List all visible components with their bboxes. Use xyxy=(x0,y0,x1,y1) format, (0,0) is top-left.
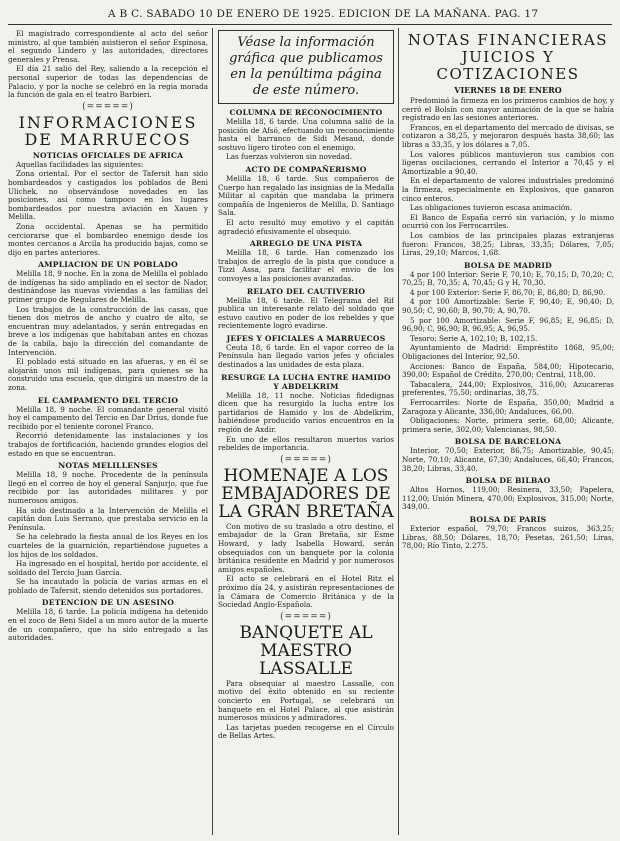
section-title-financieras: NOTAS FINANCIERAS JUICIOS Y COTIZACIONES xyxy=(407,31,609,83)
paragraph: Tesoro: Serie A, 102,10; B, 102,15. xyxy=(410,333,538,343)
section-title-marruecos: INFORMACIONES DE MARRUECOS xyxy=(18,112,198,149)
paragraph: Recorrió detenidamente las instalaciones y los trabajos de fortificación, haciendo grandes elogios del estado en que se encuentran. xyxy=(8,431,208,458)
subheading: NOTICIAS OFICIALES DE AFRICA xyxy=(32,150,184,160)
subheading: NOTAS MELILLENSES xyxy=(58,461,158,471)
paragraph: En el departamento de valores industriales predominó la firmeza, especialmente en Explosivos, que ganaron cinco enteros. xyxy=(402,176,614,203)
graphic-info-notice: Véase la información gráfica que publicamos en la penúltima página de este número. xyxy=(218,30,394,104)
paragraph: Los cambios de las principales plazas extranjeras fueron: Francos, 38,25; Libras, 33,35; Dólares, 7,05; Liras, 29,10; Marcos, 1,68. xyxy=(402,230,614,258)
subheading: JEFES Y OFICIALES A MARRUECOS xyxy=(226,333,386,343)
paragraph: 4 por 100 Exterior: Serie F, 86,70; E, 86,80; D, 86,90. xyxy=(410,287,606,297)
paragraph: En uno de ellos resultaron muertos varios rebeldes de importancia. xyxy=(218,434,394,453)
header-rule xyxy=(8,24,612,25)
column-left xyxy=(8,30,208,835)
section-title-banquete: BANQUETE AL MAESTRO LASSALLE xyxy=(239,622,373,679)
paragraph: 4 por 100 Interior: Serie F, 70,10; E, 70,15; D, 70,20; C, 70,25; B, 70,35; A, 70,45; G y H, 70,30. xyxy=(402,269,614,288)
paragraph: Melilla 18, 6 tarde. La policía indígena ha detenido en el zoco de Beni Sidel a un moro autor de la muerte de un compañero, que ha sido entregado a las autoridades. xyxy=(8,607,208,643)
paragraph: Melilla 18, 6 tarde. Sus compañeros de Cuerpo han regalado las insignias de la Medalla Militar al capitán que mandaba la primera compañía de Ingenieros de Melilla, D. Santiago Sala. xyxy=(218,173,394,218)
ornament-divider: (=====) xyxy=(280,611,332,622)
paragraph: Melilla 18, 9 noche. El comandante general visitó hoy el campamento del Tercio en Dar Drius, donde fue recibido por el teniente coronel Franco. xyxy=(8,404,208,431)
paragraph: Francos, en el departamento del mercado de divisas, se cotizaron a 38,25, y mejoraron después hasta 38,60; las libras a 33,35, y los dólares a 7,05. xyxy=(402,122,614,149)
date-heading: VIERNES 18 DE ENERO xyxy=(454,85,562,95)
paragraph: Melilla 18, 9 noche. En la zona de Melilla el poblado de indígenas ha sido ampliado en el sector de Nador, destinándose las nuevas viviendas a las familias del primer grupo de Regulares de Melilla. xyxy=(8,269,208,305)
paragraph: Se ha celebrado la fiesta anual de los Reyes en los cuarteles de la guarnición, repartiéndose juguetes a los hijos de los soldados. xyxy=(8,532,208,559)
column-separator-2 xyxy=(398,28,399,835)
paragraph: Melilla 18, 6 tarde. Una columna salió de la posición de Afsó, efectuando un reconocimiento hasta el barranco de Sidi Mesaud, donde sostuvo ligero tiroteo con el enemigo. xyxy=(218,117,394,152)
paragraph: Tabacalera, 244,00; Explosivos, 316,00; Azucareras preferentes, 75,50; ordinarias, 38,75. xyxy=(402,379,614,398)
column-right xyxy=(402,30,614,835)
subheading: ACTO DE COMPAÑERISMO xyxy=(245,164,367,174)
paragraph: Para obsequiar al maestro Lassalle, con motivo del éxito obtenido en su reciente concierto en Portugal, se celebrará un banquete en el Hotel Palace, al que asistirán numerosos músicos y admiradores. xyxy=(218,678,394,723)
paragraph: Melilla 18, 6 tarde. El Telegrama del Rif publica un interesante relato del soldado que estuvo cautivo en poder de los rebeldes y que recientemente logró evadirse. xyxy=(218,295,394,331)
paragraph: Zona oriental. Por el sector de Tafersit han sido bombardeados y castigados los poblados de Beni Ulichek, no observándose novedades en las posiciones, así como tampoco en los lugares bombardeados por nuestra aviación en Xauen y Melilla. xyxy=(8,169,208,222)
subheading: ARREGLO DE UNA PISTA xyxy=(249,239,363,249)
intro-paragraphs xyxy=(8,30,208,100)
paragraph: Las obligaciones tuvieron escasa animación. xyxy=(410,203,573,213)
subheading: BOLSA DE PARIS xyxy=(469,514,547,524)
subheading: RELATO DEL CAUTIVERIO xyxy=(246,286,366,296)
paragraph: Ha ingresado en el hospital, herido por accidente, el soldado del Tercio Juan García. xyxy=(8,559,208,577)
paragraph: Zona occidental. Apenas se ha permitido cerciorarse que el bombardeo enemigo desde los montes cercanos a Arcila ha producido bajas, como se dijo en partes anteriores. xyxy=(8,221,208,257)
paragraph: Melilla 18, 6 tarde. Han comenzado los trabajos de arreglo de la pista que conduce a Tizzi Assa, para facilitar el envío de los convoyes a las posiciones avanzadas. xyxy=(218,248,394,283)
subheading: BOLSA DE MADRID xyxy=(464,260,552,270)
paragraph: Predominó la firmeza en los primeros cambios de hoy, y cerró el Bolsín con mayor animación de la que se había registrado en las sesiones anteriores. xyxy=(402,96,614,123)
column-separator-1 xyxy=(212,28,213,835)
paragraph: El poblado está situado en las afueras, y en él se alojarán unos mil indígenas, para quienes se ha construido una escuela, que dirigirá un maestro de la zona. xyxy=(8,357,208,392)
section-title-homenaje: HOMENAJE A LOS EMBAJADORES DE LA GRAN BRETAÑA xyxy=(218,465,394,522)
paragraph: 5 por 100 Amortizable: Serie F, 96,85; E, 96,85; D, 96,90; C, 96,90; B, 96,95; A, 96,95. xyxy=(402,315,614,334)
paragraph: Ayuntamiento de Madrid: Empréstito 1868, 95,00; Obligaciones del Interior, 92,50. xyxy=(402,343,614,362)
paragraph: El Banco de España cerró sin variación, y lo mismo ocurrió con los Ferrocarriles. xyxy=(402,212,614,231)
page-header: A B C. SABADO 10 DE ENERO DE 1925. EDICION DE LA MAÑANA. PAG. 17 xyxy=(108,8,539,20)
paragraph: Interior, 70,50; Exterior, 86,75; Amortizable, 90,45; Norte, 70,10; Alicante, 67,30; Andaluces, 66,40; Francos, 38,20; Libras, 33,40. xyxy=(402,446,614,473)
paragraph: Los trabajos de la construcción de las casas, que tienen dos metros de ancho y cuatro de alto, se encuentran muy adelantados, y serán entregadas en breve a los indígenas que habitaban antes en chozas de la cabila, bajo la dirección del comandante de Intervención. xyxy=(8,304,208,357)
paragraph: Melilla 18, 11 noche. Noticias fidedignas dicen que ha resurgido la lucha entre los partidarios de Hamido y los de Abdelkrim, habiéndose producido varios encuentros en la región de Axdir. xyxy=(218,390,394,435)
subheading: EL CAMPAMENTO DEL TERCIO xyxy=(37,395,179,405)
paragraph: Ceuta 18, 6 tarde. En el vapor correo de la Península han llegado varios jefes y oficiales destinados a las unidades de esta plaza. xyxy=(218,342,394,370)
paragraph: Altos Hornos, 119,00; Resinera, 33,50; Papelera, 112,00; Unión Minera, 470,00; Explosivos, 315,00; Norte, 349,00. xyxy=(402,485,614,512)
paragraph: El acto resultó muy emotivo y el capitán agradeció efusivamente el obsequio. xyxy=(218,217,394,236)
paragraph: Las tarjetas pueden recogerse en el Círculo de Bellas Artes. xyxy=(218,722,394,741)
subheading: AMPLIACION DE UN POBLADO xyxy=(38,260,178,270)
paragraph: El acto se celebrará en el Hotel Ritz el próximo día 24, y asistirán representaciones de la Cámara de Comercio Británica y de la Sociedad Anglo-Española. xyxy=(218,574,394,610)
paragraph: Melilla 18, 9 noche. Procedente de la península llegó en el correo de hoy el general Sanjurjo, que fue recibido por las autoridades militares y por numerosos amigos. xyxy=(8,470,208,505)
paragraph: Exterior español, 79,70; Francos suizos, 363,25; Libras, 88,50; Dólares, 18,70; Pesetas, 261,50; Liras, 78,00; Río Tinto, 2.275. xyxy=(402,523,614,551)
paragraph: Aquellas facilidades las siguientes: xyxy=(16,159,144,169)
ornament-divider: (=====) xyxy=(82,101,134,112)
paragraph: 4 por 100 Amortizable: Serie F, 90,40; E, 90,40; D, 90,50; C, 90,60; B, 90,70; A, 90,70. xyxy=(402,297,614,316)
column-middle xyxy=(218,30,394,835)
paragraph: Con motivo de su traslado a otro destino, el embajador de la Gran Bretaña, sir Esme Howard, y lady Isabella Howard, serán obsequiados con un banquete por la colonia británica residente en Madrid y por numerosos amigos españoles. xyxy=(218,521,394,574)
paragraph: Se ha incautado la policía de varias armas en el poblado de Tafersit, siendo detenidos sus portadores. xyxy=(8,577,208,595)
paragraph: Obligaciones: Norte, primera serie, 68,00; Alicante, primera serie, 302,00; Valencianas, 98,50. xyxy=(402,416,614,434)
paragraph: Ferrocarriles: Norte de España, 350,00; Madrid a Zaragoza y Alicante, 336,00; Andaluces, 66,00. xyxy=(402,398,614,416)
subheading: BOLSA DE BILBAO xyxy=(465,476,551,486)
ornament-divider: (=====) xyxy=(280,454,332,465)
paragraph: Ha sido destinado a la Intervención de Melilla el capitán don Luis Serrano, que prestaba servicio en la Península. xyxy=(8,505,208,532)
subheading: BOLSA DE BARCELONA xyxy=(454,437,562,447)
subheading: DETENCION DE UN ASESINO xyxy=(41,598,175,608)
subheading: RESURGE LA LUCHA ENTRE HAMIDO Y ABDELKRIM xyxy=(221,372,391,391)
paragraph: El día 21 salió del Rey, saliendo a la recepción el personal superior de todas las dependencias de Palacio, y por la noche se celebró en la regia morada la función de gala en el teatro Barbieri. xyxy=(8,64,208,100)
subheading: COLUMNA DE RECONOCIMIENTO xyxy=(229,108,383,117)
paragraph: Las fuerzas volvieron sin novedad. xyxy=(226,152,352,162)
paragraph: Acciones: Banco de España, 584,00; Hipotecario, 390,00; Español de Crédito, 270,00; Central, 118,00. xyxy=(402,361,614,380)
paragraph: Los valores públicos mantuvieron sus cambios con ligeras oscilaciones, cerrando el Interior a 70,45 y el Amortizable a 90,40. xyxy=(402,149,614,176)
paragraph: El magistrado correspondiente al acto del señor ministro, al que también asistieron el señor Espinosa, el segundo Lindero y las autoridades, directores generales y Prensa. xyxy=(8,30,208,64)
